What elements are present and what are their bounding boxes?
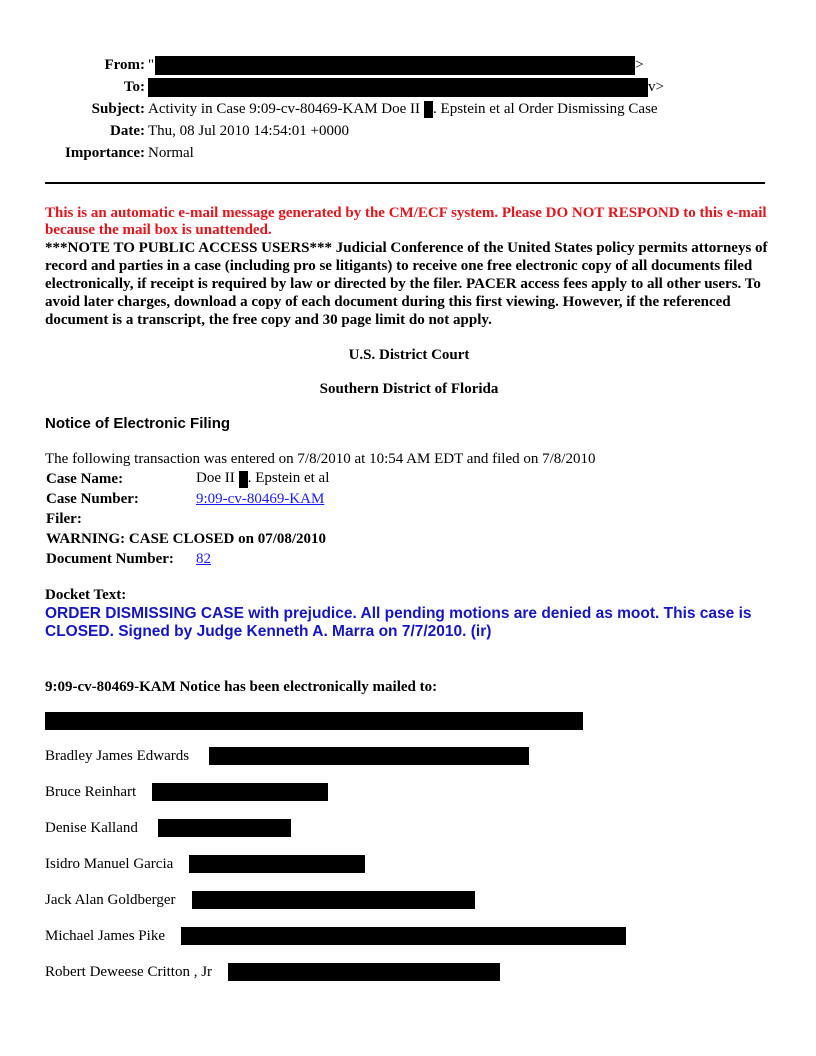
subject-label: Subject: [91,101,145,117]
document-number-row [45,549,330,569]
recipient-row [45,818,291,838]
recipient-row [45,746,529,766]
subject-value [145,98,658,120]
redaction-bar [45,712,583,730]
case-closed-warning: WARNING: CASE CLOSED on 07/08/2010 [46,530,327,547]
case-info-table [45,469,330,569]
redaction-bar [192,891,475,909]
subject-row [0,98,816,120]
recipient-row [45,890,475,910]
recipient-row [45,926,626,946]
date-value: Thu, 08 Jul 2010 14:54:01 +0000 [148,123,349,139]
case-name-value [195,469,330,489]
warning-row [45,529,330,549]
filer-value [195,509,330,529]
filer-label: Filer: [46,510,82,527]
docket-label: Docket Text: [45,587,127,603]
importance-row [0,142,816,164]
case-name-label: Case Name: [46,470,124,487]
recipient-row [45,782,328,802]
case-number-label: Case Number: [46,490,139,507]
recipient-name: Isidro Manuel Garcia [45,855,174,872]
recipient-name: Bruce Reinhart [45,783,137,800]
redaction-bar [152,783,328,801]
recipient-name: Bradley James Edwards [45,747,190,764]
from-prefix: " [148,57,155,73]
case-name-part2: . Epstein et al [247,470,330,487]
recipient-row [45,962,500,982]
from-suffix: > [635,57,644,73]
to-label: To: [123,79,145,95]
from-row [0,54,816,76]
recipient-name: Denise Kalland [45,819,138,836]
public-access-note: ***NOTE TO PUBLIC ACCESS USERS*** Judicial Conference of the United States policy permits attorneys of record and parties in a case (including pro se litigants) to receive one free electronic copy of all documents filed electronically, if receipt is required by law or directed by the filer. PACER access fees apply to all other users. To avoid later charges, download a copy of each document during this first viewing. However, if the referenced document is a transcript, the free copy and 30 page limit do not apply. [45,240,768,328]
redaction-bar [189,855,365,873]
subject-part1: Activity in Case 9:09-cv-80469-KAM Doe II [148,101,421,117]
redaction-bar [209,747,529,765]
importance-label: Importance: [65,145,145,161]
importance-value: Normal [148,145,194,161]
to-suffix: v> [648,79,664,95]
email-body [45,205,773,980]
redaction-bar [181,927,626,945]
subject-part2: . Epstein et al Order Dismissing Case [433,101,658,117]
redaction-bar [228,963,500,981]
from-value [145,54,644,76]
email-header [0,54,816,164]
transaction-text: The following transaction was entered on 7/8/2010 at 10:54 AM EDT and filed on 7/8/2010 [45,451,596,467]
recipient-name: Michael James Pike [45,927,165,944]
filer-row [45,509,330,529]
redaction-bar [239,471,248,488]
court-name: U.S. District Court [348,347,470,363]
recipient-row [45,854,365,874]
case-name-part1: Doe II [196,470,235,487]
case-name-row [45,469,330,489]
mailed-heading: 9:09-cv-80469-KAM Notice has been electronically mailed to: [45,679,438,695]
recipient-redacted-row [45,711,583,731]
document-number-link[interactable]: 82 [196,550,211,567]
redaction-bar [148,78,648,97]
docket-text: ORDER DISMISSING CASE with prejudice. All pending motions are denied as moot. This case is CLOSED. Signed by Judge Kenneth A. Marra on 7/7/2010. (ir) [45,605,752,640]
to-row [0,76,816,98]
auto-message: This is an automatic e-mail message generated by the CM/ECF system. Please DO NOT RESPOND to this e-mail because the mail box is unattended. [45,205,767,238]
redaction-bar [155,56,635,75]
from-label: From: [104,57,145,73]
recipient-name: Jack Alan Goldberger [45,891,176,908]
case-number-row [45,489,330,509]
redaction-bar [158,819,291,837]
recipient-name: Robert Deweese Critton , Jr [45,963,213,980]
case-number-link[interactable]: 9:09-cv-80469-KAM [196,490,325,507]
document-number-label: Document Number: [46,550,174,567]
date-label: Date: [110,123,145,139]
redaction-bar [424,101,433,118]
district-name: Southern District of Florida [319,381,499,397]
date-row [0,120,816,142]
nef-title: Notice of Electronic Filing [45,415,231,432]
to-value [145,76,664,98]
header-divider [45,182,765,184]
